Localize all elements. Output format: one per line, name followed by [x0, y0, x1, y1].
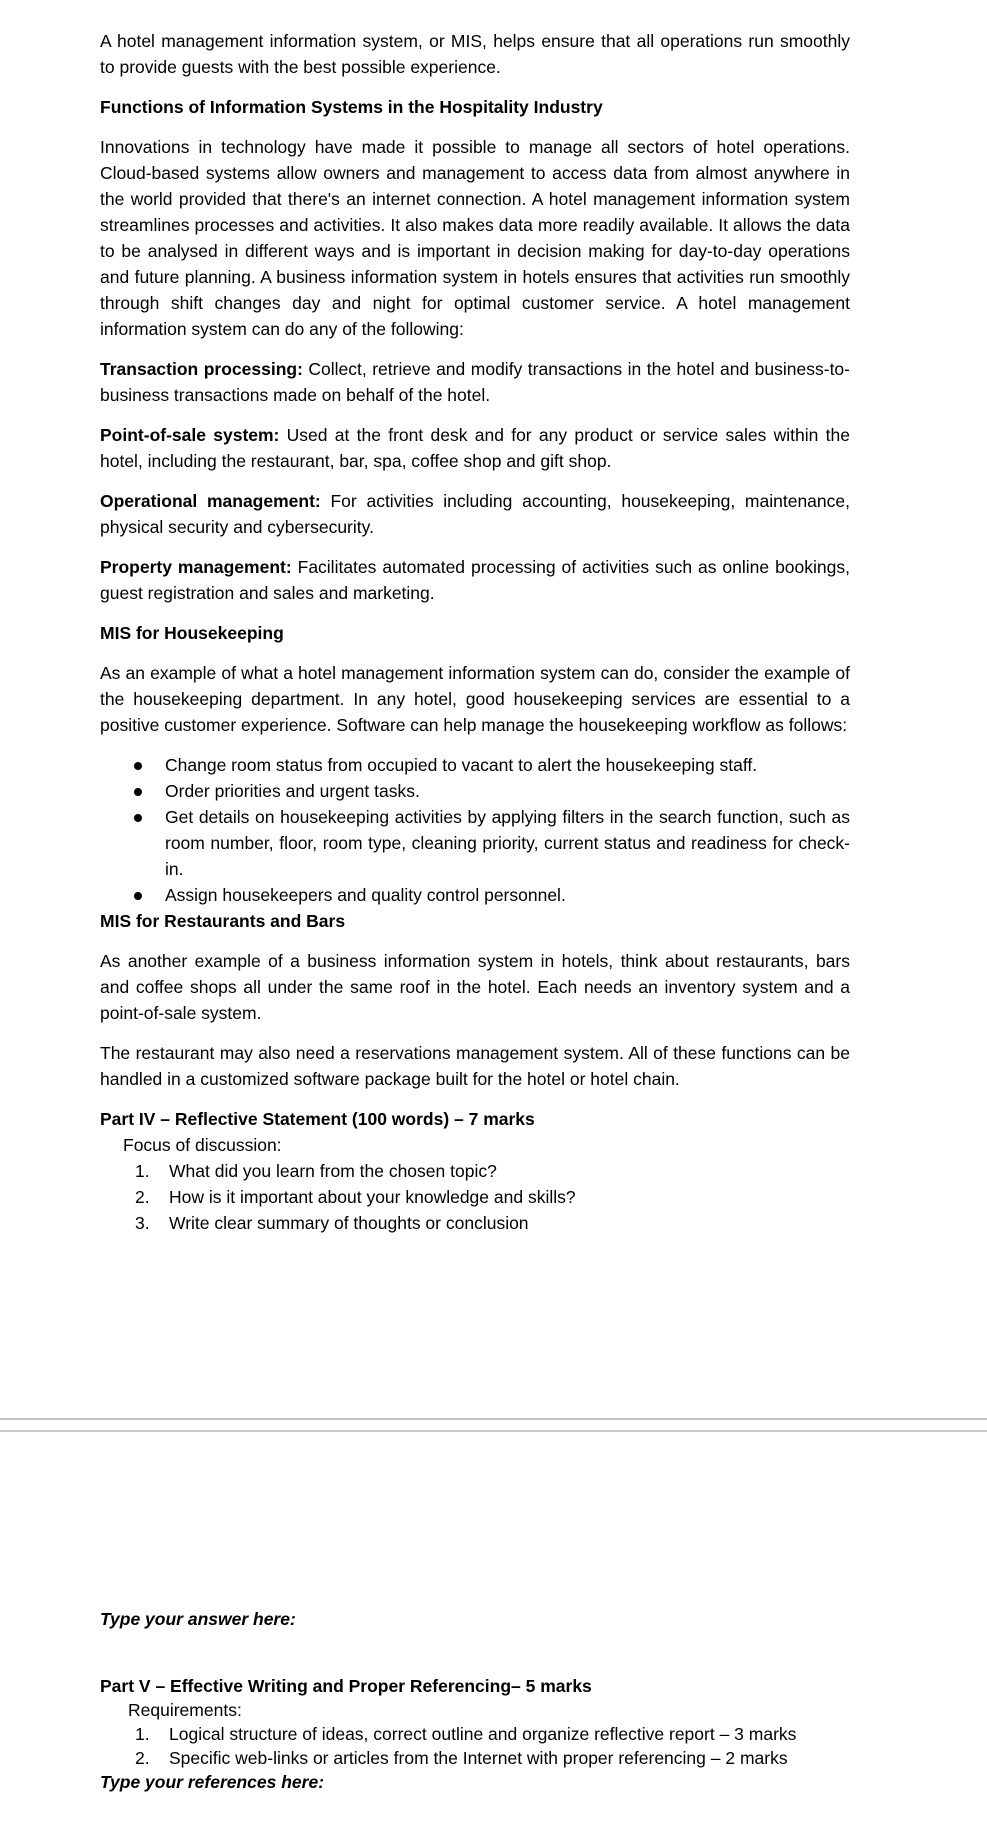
part-4-focus-label: Focus of discussion:: [123, 1135, 282, 1155]
item-text: For activities including accounting, housekeeping, maintenance, physical security and cybersecurity.: [100, 491, 850, 537]
list-item-text: Logical structure of ideas, correct outline and organize reflective report – 3 marks: [169, 1724, 797, 1744]
list-item: [100, 1158, 850, 1184]
housekeeping-heading: MIS for Housekeeping: [100, 623, 284, 643]
part-5-section: [100, 1674, 850, 1794]
bullet-icon: [134, 762, 142, 770]
part-5-numbered-list: [100, 1722, 850, 1770]
restaurants-heading: MIS for Restaurants and Bars: [100, 911, 346, 931]
intro-paragraph: A hotel management information system, or MIS, helps ensure that all operations run smoothly to provide guests with the best possible experience.: [100, 31, 850, 77]
housekeeping-paragraph: As an example of what a hotel management information system can do, consider the example of the housekeeping department. In any hotel, good housekeeping services are essential to a positive customer experience. Software can help manage the housekeeping workflow as follows:: [100, 663, 850, 735]
bullet-icon: [134, 814, 142, 822]
list-item: [100, 804, 850, 882]
item-text: Facilitates automated processing of activities such as online bookings, guest registration and sales and marketing.: [100, 557, 850, 603]
page-1-body: [100, 28, 850, 1236]
item-text: Used at the front desk and for any product or service sales within the hotel, including the restaurant, bar, spa, coffee shop and gift shop.: [100, 425, 850, 471]
item-transaction-processing: [100, 356, 850, 408]
list-number: 2.: [135, 1187, 150, 1207]
list-item-text: Assign housekeepers and quality control personnel.: [165, 885, 566, 905]
list-item-text: Order priorities and urgent tasks.: [165, 781, 420, 801]
document-page-2: [0, 1432, 987, 1841]
list-number: 1.: [135, 1724, 150, 1744]
item-text: Collect, retrieve and modify transactions in the hotel and business-to-business transactions made on behalf of the hotel.: [100, 359, 850, 405]
list-number: 3.: [135, 1213, 150, 1233]
item-operational-management: [100, 488, 850, 540]
part-5-requirements-label: Requirements:: [128, 1700, 242, 1720]
list-item: [100, 1746, 850, 1770]
restaurants-paragraph-1: As another example of a business information system in hotels, think about restaurants, bars and coffee shops all under the same roof in the hotel. Each needs an inventory system and a point-of-sale system.: [100, 951, 850, 1023]
page-break: [0, 1418, 987, 1432]
list-item-text: How is it important about your knowledge and skills?: [169, 1187, 576, 1207]
list-item-text: Write clear summary of thoughts or conclusion: [169, 1213, 529, 1233]
item-lead: Point-of-sale system:: [100, 425, 280, 445]
list-number: 2.: [135, 1748, 150, 1768]
list-item-text: Change room status from occupied to vacant to alert the housekeeping staff.: [165, 755, 758, 775]
item-property-management: [100, 554, 850, 606]
bullet-icon: [134, 892, 142, 900]
housekeeping-bullet-list: [100, 752, 850, 908]
item-lead: Transaction processing:: [100, 359, 303, 379]
list-item: [100, 778, 850, 804]
restaurants-paragraph-2: The restaurant may also need a reservations management system. All of these functions can be handled in a customized software package built for the hotel or hotel chain.: [100, 1043, 850, 1089]
list-item: [100, 1722, 850, 1746]
list-item-text: Get details on housekeeping activities by applying filters in the search function, such as room number, floor, room type, cleaning priority, current status and readiness for check-in.: [165, 807, 850, 879]
item-lead: Operational management:: [100, 491, 321, 511]
bullet-icon: [134, 788, 142, 796]
list-number: 1.: [135, 1161, 150, 1181]
item-point-of-sale: [100, 422, 850, 474]
part-4-numbered-list: [100, 1158, 850, 1236]
list-item: [100, 882, 850, 908]
part-5-heading: Part V – Effective Writing and Proper Referencing– 5 marks: [100, 1676, 592, 1696]
list-item: [100, 752, 850, 778]
functions-paragraph: Innovations in technology have made it possible to manage all sectors of hotel operations. Cloud-based systems allow owners and management to access data from almost anywhere in the world provided that there's an internet connection. A hotel management information system streamlines processes and activities. It also makes data more readily available. It allows the data to be analysed in different ways and is important in decision making for day-to-day operations and future planning. A business information system in hotels ensures that activities run smoothly through shift changes day and night for optimal customer service. A hotel management information system can do any of the following:: [100, 137, 850, 339]
list-item-text: What did you learn from the chosen topic?: [169, 1161, 497, 1181]
part-4-heading: Part IV – Reflective Statement (100 words) – 7 marks: [100, 1109, 535, 1129]
item-lead: Property management:: [100, 557, 292, 577]
list-item: [100, 1184, 850, 1210]
list-item: [100, 1210, 850, 1236]
list-item-text: Specific web-links or articles from the Internet with proper referencing – 2 marks: [169, 1748, 788, 1768]
answer-prompt[interactable]: Type your answer here:: [100, 1609, 296, 1629]
functions-heading: Functions of Information Systems in the Hospitality Industry: [100, 97, 603, 117]
references-prompt[interactable]: Type your references here:: [100, 1772, 325, 1792]
